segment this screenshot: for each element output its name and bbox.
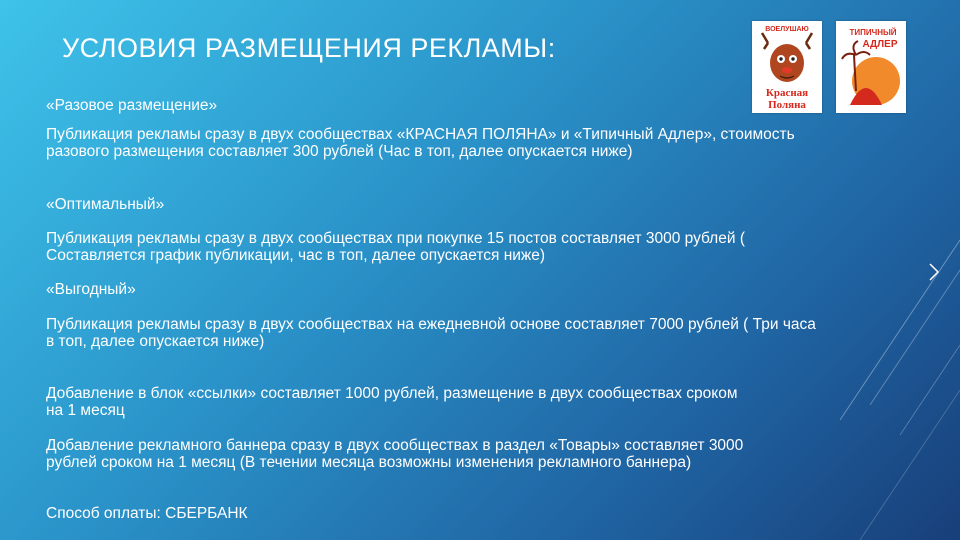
logo-adler-text-2: АДЛЕР — [862, 39, 898, 50]
section-text-optimalny: Публикация рекламы сразу в двух сообществах при покупке 15 постов составляет 3000 рублей ( Составляется график публикации, час в топ, далее опускается ниже) — [46, 230, 745, 264]
logo-krasnaya-name-1: Красная — [765, 87, 809, 99]
chevron-right-icon — [928, 262, 940, 282]
section-heading-vygodny: «Выгодный» — [46, 281, 136, 298]
section-text-vygodny: Публикация рекламы сразу в двух сообществах на ежедневной основе составляет 7000 рублей ( Три часа в топ, далее опускается ниже) — [46, 316, 816, 350]
section-text-razovoe: Публикация рекламы сразу в двух сообществах «КРАСНАЯ ПОЛЯНА» и «Типичный Адлер», стоимость разового размещения составляет 300 рублей (Час в топ, далее опускается ниже) — [46, 126, 795, 160]
extra-banner-block: Добавление рекламного баннера сразу в двух сообществах в раздел «Товары» составляет 3000 рублей сроком на 1 месяц (В течении месяца возможны изменения рекламного баннера) — [46, 437, 744, 471]
logo-adler-text-1: ТИПИЧНЫЙ — [849, 28, 897, 37]
payment-method: Способ оплаты: СБЕРБАНК — [46, 505, 248, 522]
logo-krasnaya-name-2: Поляна — [768, 99, 806, 111]
tipichny-adler-logo — [836, 21, 906, 113]
logo-krasnaya-top-text: ВОЕЛУШАЮ — [765, 26, 809, 33]
extra-links-block: Добавление в блок «ссылки» составляет 1000 рублей, размещение в двух сообществах сроком на 1 месяц — [46, 385, 738, 419]
section-heading-optimalny: «Оптимальный» — [46, 196, 165, 213]
section-heading-razovoe: «Разовое размещение» — [46, 97, 218, 114]
page-title: УСЛОВИЯ РАЗМЕЩЕНИЯ РЕКЛАМЫ: — [62, 33, 556, 63]
